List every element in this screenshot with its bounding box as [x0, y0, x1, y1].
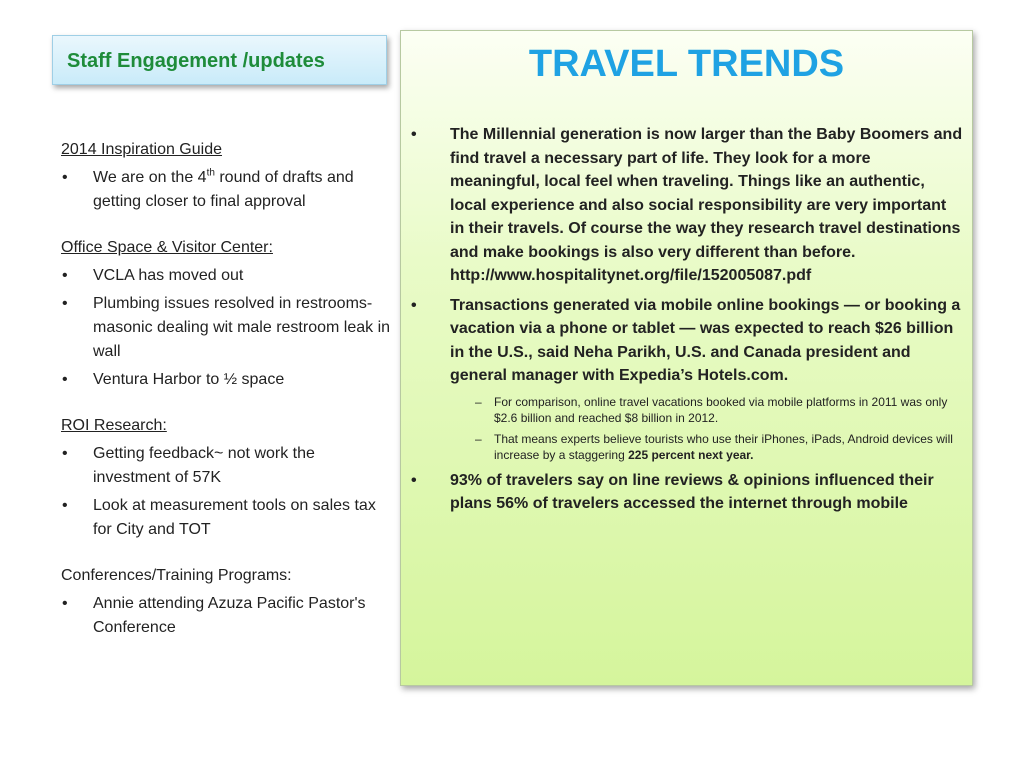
sub-bullet: – For comparison, online travel vacations booked via mobile platforms in 2011 was only $2.6 billion and reached $8 billion in 2012. [450, 394, 964, 426]
section-office-space [61, 236, 391, 392]
list-item: • Plumbing issues resolved in restrooms- masonic dealing wit male restroom leak in wall [61, 292, 391, 364]
list-item: • Annie attending Azuza Pacific Pastor's Conference [61, 592, 391, 640]
list-item: • Getting feedback~ not work the investment of 57K [61, 442, 391, 490]
section-inspiration-guide [61, 138, 391, 214]
section-heading: Office Space & Visitor Center: [61, 239, 273, 256]
updates-column [61, 138, 391, 662]
section-heading: Conferences/Training Programs: [61, 567, 292, 584]
panel-body [411, 123, 964, 522]
section-conferences [61, 564, 391, 640]
trend-bullet: • Transactions generated via mobile online bookings — or booking a vacation via a phone or tablet — was expected to reach $26 billion in the U.S., said Neha Parikh, U.S. and Canada president and general manager with Expedia’s Hotels.com. – For comparison, online travel vacations booked via mobile platforms in 2011 was only $2.6 billion and reached $8 billion in 2012. – That means experts believe tourists who use their iPhones, iPads, Android devices will increase by a staggering 225 percent next year. [411, 294, 964, 463]
list-item: • VCLA has moved out [61, 264, 391, 288]
list-item: • Ventura Harbor to ½ space [61, 368, 391, 392]
section-heading: 2014 Inspiration Guide [61, 141, 222, 158]
list-item: • We are on the 4th round of drafts and getting closer to final approval [61, 166, 391, 214]
slide-subtitle: Staff Engagement /updates [67, 50, 325, 72]
sub-bullet: – That means experts believe tourists who use their iPhones, iPads, Android devices will increase by a staggering 225 percent next year. [450, 431, 964, 463]
list-item: • Look at measurement tools on sales tax for City and TOT [61, 494, 391, 542]
trend-bullet: • The Millennial generation is now larger than the Baby Boomers and find travel a necessary part of life. They look for a more meaningful, local feel when traveling. Things like an authentic, local experience and also social responsibility are very important in their travels. Of course the way they research travel destinations and make bookings is also very different than before. http://www.hospitalitynet.org/file/152005087.pdf [411, 123, 964, 288]
section-roi-research [61, 414, 391, 542]
panel-title: TRAVEL TRENDS [528, 43, 845, 85]
section-heading: ROI Research: [61, 417, 167, 434]
travel-trends-panel [400, 30, 973, 686]
slide-subtitle-box [52, 35, 387, 85]
trend-bullet: • 93% of travelers say on line reviews & opinions influenced their plans 56% of travelers accessed the internet through mobile [411, 469, 964, 516]
